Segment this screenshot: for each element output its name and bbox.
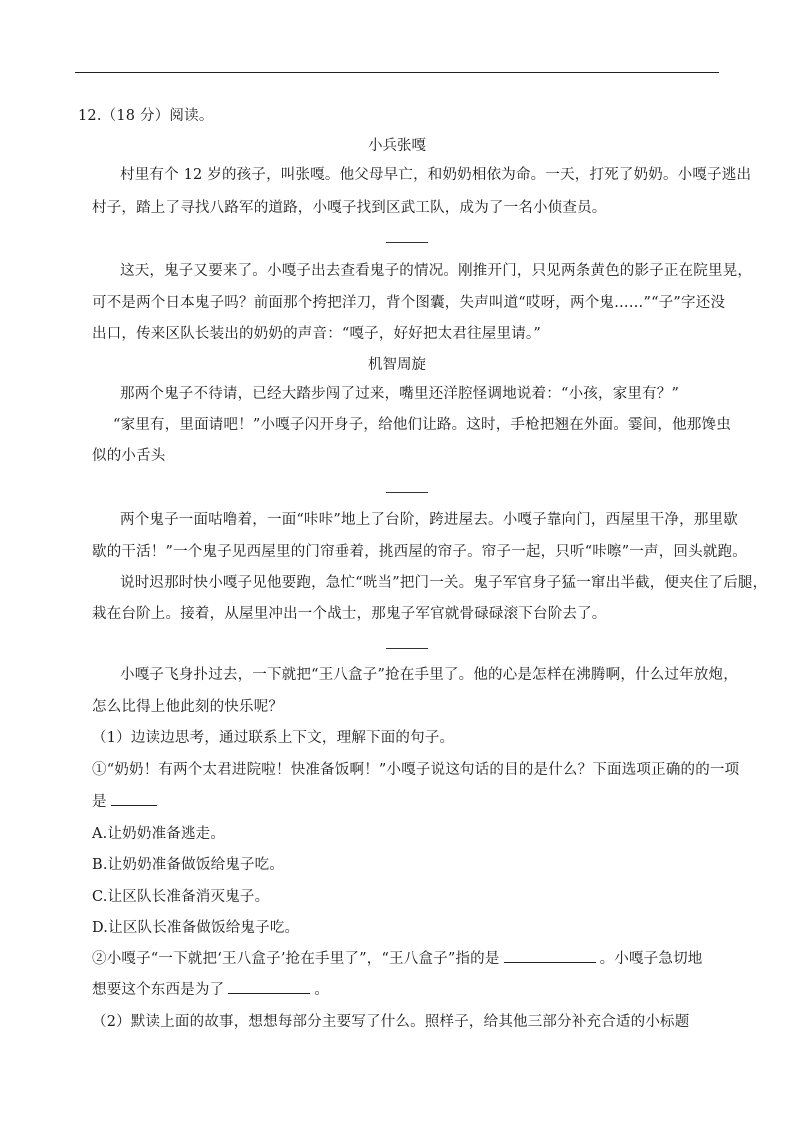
story-title: 小兵张嘎 [368, 138, 426, 154]
paragraph-1-line-2: 村子，踏上了寻找八路军的道路，小嘎子找到区武工队，成为了一名小侦查员。 [92, 200, 607, 216]
sub-question-1-prompt: （1）边读边思考，通过联系上下文，理解下面的句子。 [92, 730, 455, 746]
paragraph-4-line-2: 似的小舌头 [92, 448, 166, 464]
item-1-line-2 [92, 790, 161, 811]
item-2-text-d: 。 [314, 982, 330, 998]
answer-blank-2[interactable] [504, 948, 596, 963]
sub-question-2-prompt: （2）默读上面的故事，想想每部分主要写了什么。照样子，给其他三部分补充合适的小标题 [92, 1014, 690, 1030]
paragraph-2-line-2: 可不是两个日本鬼子吗？前面那个挎把洋刀，背个图囊，失声叫道“哎呀，两个鬼……”“子”字还没 [92, 295, 726, 311]
paragraph-2-line-1: 这天，鬼子又要来了。小嘎子出去查看鬼子的情况。刚推开门，只见两条黄色的影子正在院里晃， [120, 263, 753, 279]
paragraph-6-line-2: 栽在台阶上。接着，从屋里冲出一个战士，那鬼子军官就骨碌碌滚下台阶去了。 [92, 606, 607, 622]
item-2-line-2 [92, 978, 329, 999]
paragraph-2-line-3: 出口，传来区队长装出的奶奶的声音：“嘎子，好好把太君往屋里请。” [92, 326, 541, 342]
answer-blank-3[interactable] [228, 979, 310, 994]
top-rule [75, 72, 719, 73]
paragraph-5-line-1: 两个鬼子一面咕噜着，一面“咔咔”地上了台阶，跨进屋去。小嘎子靠向门，西屋里干净，那里歇 [120, 512, 738, 528]
question-header: 12.（18 分）阅读。 [78, 108, 214, 124]
item-2-text-b: 。小嘎子急切地 [599, 951, 703, 967]
paragraph-7-line-2: 怎么比得上他此刻的快乐呢？ [92, 699, 284, 715]
paragraph-3-line-1: 那两个鬼子不待请，已经大踏步闯了过来，嘴里还洋腔怪调地说着：“小孩，家里有？” [120, 386, 680, 402]
paragraph-1-line-1: 村里有个 12 岁的孩子，叫张嘎。他父母早亡，和奶奶相依为命。一天，打死了奶奶。小嘎子逃出 [120, 167, 752, 183]
option-d: D.让区队长准备做饭给鬼子吃。 [92, 920, 300, 936]
option-b: B.让奶奶准备做饭给鬼子吃。 [92, 857, 285, 873]
subtitle-blank-2 [386, 492, 428, 493]
paragraph-5-line-2: 歇的干活！”一个鬼子见西屋里的门帘垂着，挑西屋的帘子。帘子一起，只听“咔嚓”一声，回头就跑。 [92, 544, 747, 560]
item-1-answer-label: 是 [92, 794, 107, 810]
paragraph-7-line-1: 小嘎子飞身扑过去，一下就把“王八盒子”抢在手里了。他的心是怎样在沸腾啊，什么过年放炮， [120, 667, 738, 683]
option-c: C.让区队长准备消灭鬼子。 [92, 889, 270, 905]
subtitle-blank-1 [386, 242, 428, 243]
section-subtitle: 机智周旋 [368, 357, 426, 373]
item-2-text-c: 想要这个东西是为了 [92, 982, 225, 998]
paragraph-6-line-1: 说时迟那时快小嘎子见他要跑，急忙“咣当”把门一关。鬼子军官身子猛一窜出半截，便夹住了后腿， [120, 575, 768, 591]
item-2-text-a: ②小嘎子“一下就把‘王八盒子’抢在手里了”，“王八盒子”指的是 [92, 951, 500, 967]
option-a: A.让奶奶准备逃走。 [92, 826, 226, 842]
item-2-line-1 [92, 947, 702, 968]
item-1-line-1: ①“奶奶！有两个太君进院啦！快准备饭啊！”小嘎子说这句话的目的是什么？下面选项正确的的一项 [92, 762, 740, 778]
answer-blank-1[interactable] [111, 791, 157, 806]
paragraph-4-line-1: “家里有，里面请吧！”小嘎子闪开身子，给他们让路。这时，手枪把翘在外面。霎间，他那馋虫 [113, 417, 731, 433]
subtitle-blank-3 [386, 648, 428, 649]
